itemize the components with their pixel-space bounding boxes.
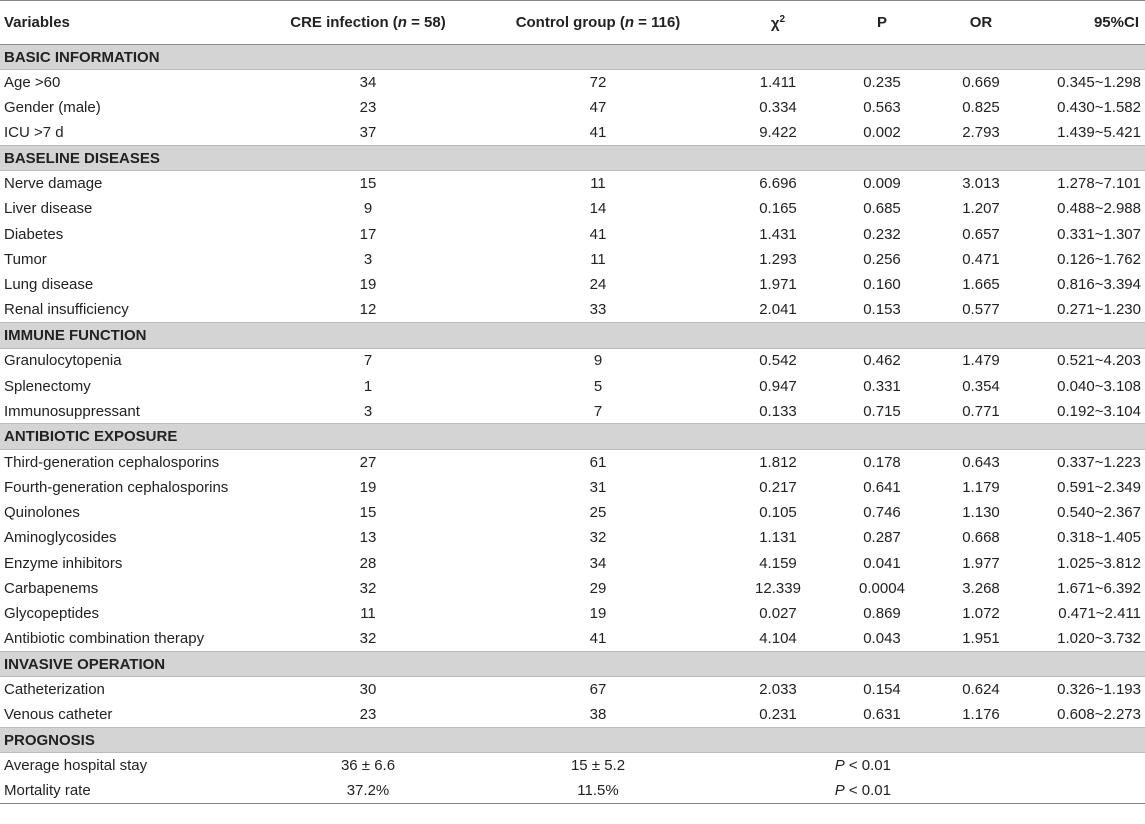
variable-cell: Nerve damage bbox=[4, 175, 103, 193]
table-row bbox=[0, 171, 1145, 196]
cre-cell: 17 bbox=[359, 225, 377, 243]
table-row bbox=[0, 550, 1145, 575]
variable-cell: Quinolones bbox=[4, 503, 80, 521]
variable-cell: Mortality rate bbox=[0, 778, 263, 803]
section-title: PROGNOSIS bbox=[0, 728, 1145, 753]
control-cell: 7 bbox=[593, 402, 603, 420]
chi-square-cell: 2.041 bbox=[759, 301, 797, 319]
ci-cell: 0.337~1.223 bbox=[1057, 453, 1141, 471]
control-cell: 67 bbox=[589, 681, 607, 699]
control-cell: 38 bbox=[589, 706, 607, 724]
ci-cell: 0.521~4.203 bbox=[1057, 352, 1141, 370]
chi-square-cell: 2.033 bbox=[759, 681, 797, 699]
variable-cell: Third-generation cephalosporins bbox=[4, 453, 220, 471]
table-row bbox=[0, 449, 1145, 474]
section-title: ANTIBIOTIC EXPOSURE bbox=[0, 424, 1145, 449]
variable-cell: Immunosuppressant bbox=[4, 402, 140, 420]
ci-cell: 0.192~3.104 bbox=[1057, 402, 1141, 420]
or-cell bbox=[931, 753, 1031, 778]
table-row bbox=[0, 399, 1145, 424]
cre-cell: 32 bbox=[359, 630, 377, 648]
p-cell: 0.235 bbox=[863, 74, 901, 92]
variable-cell: Tumor bbox=[4, 251, 47, 269]
variable-cell: Glycopeptides bbox=[4, 605, 100, 623]
p-cell: 0.154 bbox=[863, 681, 901, 699]
variable-cell: Venous catheter bbox=[4, 706, 113, 724]
cre-cell: 34 bbox=[359, 74, 377, 92]
chi-square-cell: 1.293 bbox=[759, 251, 797, 269]
p-cell: 0.869 bbox=[863, 605, 901, 623]
control-cell: 32 bbox=[589, 529, 607, 547]
table-row bbox=[0, 70, 1145, 95]
cre-cell: 11 bbox=[360, 605, 376, 623]
cre-cell: 37 bbox=[359, 124, 377, 142]
or-cell: 1.176 bbox=[962, 706, 1000, 724]
chi-square-cell: 0.542 bbox=[759, 352, 797, 370]
or-cell: 1.130 bbox=[962, 503, 1000, 521]
p-cell: 0.715 bbox=[863, 402, 901, 420]
p-cell: 0.178 bbox=[863, 453, 901, 471]
chi-square-cell: 0.334 bbox=[759, 99, 797, 117]
or-cell: 3.268 bbox=[962, 579, 1000, 597]
ci-cell: 0.331~1.307 bbox=[1057, 225, 1141, 243]
header-cre: CRE infection (n = 58) bbox=[263, 1, 473, 45]
cre-cell: 3 bbox=[363, 402, 373, 420]
p-cell: 0.002 bbox=[863, 124, 901, 142]
header-chi-square: $\chi^2$ bbox=[723, 1, 833, 45]
variable-cell: Carbapenems bbox=[4, 579, 99, 597]
p-value-cell: P < 0.01 bbox=[723, 778, 931, 803]
variable-cell: Average hospital stay bbox=[4, 757, 148, 775]
or-cell: 1.179 bbox=[962, 478, 1000, 496]
p-cell: 0.563 bbox=[863, 99, 901, 117]
table-row bbox=[0, 778, 1145, 803]
ci-cell: 0.816~3.394 bbox=[1057, 276, 1141, 294]
cre-cell: 36 ± 6.6 bbox=[340, 757, 396, 775]
table-row bbox=[0, 677, 1145, 702]
chi-square-cell: 6.696 bbox=[759, 175, 797, 193]
or-cell: 2.793 bbox=[962, 124, 1000, 142]
chi-square-cell: 0.165 bbox=[759, 200, 797, 218]
ci-cell: 0.345~1.298 bbox=[1057, 74, 1141, 92]
section-header bbox=[0, 146, 1145, 171]
table-body bbox=[0, 45, 1145, 804]
table-row bbox=[0, 525, 1145, 550]
ci-cell: 1.020~3.732 bbox=[1057, 630, 1141, 648]
table-row bbox=[0, 348, 1145, 373]
ci-cell bbox=[1031, 753, 1145, 778]
table-row bbox=[0, 120, 1145, 145]
chi-square-cell: 12.339 bbox=[755, 579, 801, 597]
ci-cell: 0.608~2.273 bbox=[1057, 706, 1141, 724]
variable-cell: Lung disease bbox=[4, 276, 94, 294]
variable-cell: Granulocytopenia bbox=[4, 352, 122, 370]
control-cell: 41 bbox=[589, 124, 607, 142]
section-header bbox=[0, 323, 1145, 348]
section-title: BASIC INFORMATION bbox=[0, 45, 1145, 70]
cre-cell: 15 bbox=[359, 175, 377, 193]
p-cell: 0.462 bbox=[863, 352, 901, 370]
variable-cell: Gender (male) bbox=[4, 99, 101, 117]
or-cell: 0.657 bbox=[962, 225, 1000, 243]
ci-cell: 1.278~7.101 bbox=[1057, 175, 1141, 193]
table-row bbox=[0, 222, 1145, 247]
cre-cell: 19 bbox=[359, 276, 377, 294]
p-cell: 0.287 bbox=[863, 529, 901, 547]
cre-cell: 30 bbox=[359, 681, 377, 699]
section-header bbox=[0, 652, 1145, 677]
p-cell: 0.160 bbox=[863, 276, 901, 294]
or-cell: 1.479 bbox=[962, 352, 1000, 370]
chi-square-cell: 9.422 bbox=[759, 124, 797, 142]
ci-cell: 0.271~1.230 bbox=[1057, 301, 1141, 319]
table-row bbox=[0, 702, 1145, 727]
cre-cell: 7 bbox=[363, 352, 373, 370]
control-cell: 11.5% bbox=[473, 778, 723, 803]
table-row bbox=[0, 373, 1145, 398]
header-p: P bbox=[833, 1, 931, 45]
or-cell: 1.665 bbox=[962, 276, 1000, 294]
control-cell: 47 bbox=[589, 99, 607, 117]
chi-square-cell: 4.104 bbox=[759, 630, 797, 648]
cre-cell: 3 bbox=[363, 251, 373, 269]
p-cell: 0.153 bbox=[863, 301, 901, 319]
or-cell: 0.624 bbox=[962, 681, 1000, 699]
control-cell: 33 bbox=[589, 301, 607, 319]
ci-cell bbox=[1031, 778, 1145, 803]
chi-square-cell: 1.812 bbox=[759, 453, 797, 471]
p-value-cell: P < 0.01 bbox=[834, 757, 891, 775]
chi-square-cell: 0.947 bbox=[759, 377, 797, 395]
control-cell: 9 bbox=[593, 352, 603, 370]
control-cell: 5 bbox=[593, 377, 603, 395]
p-cell: 0.631 bbox=[863, 706, 901, 724]
control-cell: 19 bbox=[589, 605, 607, 623]
chi-square-cell: 0.231 bbox=[759, 706, 797, 724]
table-row bbox=[0, 500, 1145, 525]
p-cell: 0.641 bbox=[863, 478, 901, 496]
table-row bbox=[0, 601, 1145, 626]
chi-square-cell: 1.411 bbox=[759, 74, 797, 92]
ci-cell: 0.471~2.411 bbox=[1058, 605, 1141, 623]
cre-cell: 9 bbox=[363, 200, 373, 218]
variable-cell: Fourth-generation cephalosporins bbox=[4, 478, 229, 496]
control-cell: 72 bbox=[589, 74, 607, 92]
variable-cell: Liver disease bbox=[4, 200, 93, 218]
control-cell: 15 ± 5.2 bbox=[570, 757, 626, 775]
or-cell: 0.771 bbox=[962, 402, 1000, 420]
header-variables: Variables bbox=[0, 1, 263, 45]
or-cell bbox=[931, 778, 1031, 803]
table-row bbox=[0, 475, 1145, 500]
variable-cell: Aminoglycosides bbox=[4, 529, 117, 547]
control-cell: 25 bbox=[589, 503, 607, 521]
chi-square-cell: 1.431 bbox=[759, 225, 797, 243]
control-cell: 41 bbox=[589, 225, 607, 243]
header-or: OR bbox=[931, 1, 1031, 45]
table-row bbox=[0, 626, 1145, 651]
p-cell: 0.256 bbox=[863, 251, 901, 269]
control-cell: 41 bbox=[589, 630, 607, 648]
or-cell: 1.072 bbox=[962, 605, 1000, 623]
table-row bbox=[0, 272, 1145, 297]
p-cell: 0.746 bbox=[863, 503, 901, 521]
cre-cell: 15 bbox=[359, 503, 377, 521]
or-cell: 1.977 bbox=[962, 554, 1000, 572]
control-cell: 11 bbox=[590, 251, 606, 269]
variable-cell: Age >60 bbox=[4, 74, 61, 92]
ci-cell: 0.430~1.582 bbox=[1057, 99, 1141, 117]
chi-square-cell: 1.131 bbox=[759, 529, 797, 547]
cre-cell: 28 bbox=[359, 554, 377, 572]
control-cell: 24 bbox=[589, 276, 607, 294]
chi-square-cell: 0.027 bbox=[759, 605, 797, 623]
variable-cell: Diabetes bbox=[4, 225, 64, 243]
or-cell: 1.951 bbox=[962, 630, 1000, 648]
section-title: INVASIVE OPERATION bbox=[0, 652, 1145, 677]
ci-cell: 0.318~1.405 bbox=[1057, 529, 1141, 547]
table-row bbox=[0, 297, 1145, 322]
p-cell: 0.0004 bbox=[859, 579, 905, 597]
ci-cell: 0.326~1.193 bbox=[1057, 681, 1141, 699]
section-title: IMMUNE FUNCTION bbox=[0, 323, 1145, 348]
variable-cell: Catheterization bbox=[4, 681, 105, 699]
section-header bbox=[0, 45, 1145, 70]
cre-cell: 32 bbox=[359, 579, 377, 597]
or-cell: 0.577 bbox=[962, 301, 1000, 319]
chi-square-cell: 0.105 bbox=[759, 503, 797, 521]
section-title: BASELINE DISEASES bbox=[0, 146, 1145, 171]
chi-square-cell: 1.971 bbox=[759, 276, 797, 294]
p-cell: 0.009 bbox=[863, 175, 901, 193]
cre-cell: 13 bbox=[359, 529, 377, 547]
cre-cell: 37.2% bbox=[263, 778, 473, 803]
variable-cell: Splenectomy bbox=[4, 377, 91, 395]
control-cell: 11 bbox=[590, 175, 606, 193]
section-header bbox=[0, 728, 1145, 753]
ci-cell: 0.540~2.367 bbox=[1057, 503, 1141, 521]
or-cell: 0.643 bbox=[962, 453, 1000, 471]
cre-cell: 23 bbox=[359, 706, 377, 724]
p-cell: 0.041 bbox=[863, 554, 901, 572]
cre-cell: 27 bbox=[359, 453, 377, 471]
table-row bbox=[0, 247, 1145, 272]
table-row bbox=[0, 95, 1145, 120]
or-cell: 1.207 bbox=[962, 200, 1000, 218]
or-cell: 0.668 bbox=[962, 529, 1000, 547]
chi-square-cell: 0.217 bbox=[759, 478, 797, 496]
or-cell: 0.354 bbox=[962, 377, 1000, 395]
table-row bbox=[0, 196, 1145, 221]
ci-cell: 0.591~2.349 bbox=[1057, 478, 1141, 496]
variable-cell: Antibiotic combination therapy bbox=[4, 630, 205, 648]
ci-cell: 1.671~6.392 bbox=[1057, 579, 1141, 597]
table-row bbox=[0, 753, 1145, 778]
control-cell: 34 bbox=[589, 554, 607, 572]
header-row bbox=[0, 1, 1145, 45]
p-cell: 0.232 bbox=[863, 225, 901, 243]
variable-cell: Renal insufficiency bbox=[4, 301, 129, 319]
header-ci: 95%CI bbox=[1031, 1, 1145, 45]
ci-cell: 0.488~2.988 bbox=[1057, 200, 1141, 218]
ci-cell: 1.025~3.812 bbox=[1057, 554, 1141, 572]
section-header bbox=[0, 424, 1145, 449]
ci-cell: 0.040~3.108 bbox=[1057, 377, 1141, 395]
p-cell: 0.685 bbox=[863, 200, 901, 218]
control-cell: 61 bbox=[589, 453, 607, 471]
cre-cell: 23 bbox=[359, 99, 377, 117]
p-cell: 0.331 bbox=[863, 377, 901, 395]
cre-cell: 1 bbox=[363, 377, 373, 395]
or-cell: 0.669 bbox=[962, 74, 1000, 92]
or-cell: 0.471 bbox=[962, 251, 1000, 269]
or-cell: 3.013 bbox=[962, 175, 1000, 193]
table-row bbox=[0, 576, 1145, 601]
chi-square-cell: 0.133 bbox=[759, 402, 797, 420]
or-cell: 0.825 bbox=[962, 99, 1000, 117]
header-control: Control group (n = 116) bbox=[473, 1, 723, 45]
variable-cell: ICU >7 d bbox=[4, 124, 64, 142]
ci-cell: 0.126~1.762 bbox=[1057, 251, 1141, 269]
cre-cell: 12 bbox=[359, 301, 377, 319]
cre-cell: 19 bbox=[359, 478, 377, 496]
ci-cell: 1.439~5.421 bbox=[1057, 124, 1141, 142]
control-cell: 29 bbox=[589, 579, 607, 597]
p-cell: 0.043 bbox=[863, 630, 901, 648]
variable-cell: Enzyme inhibitors bbox=[4, 554, 123, 572]
control-cell: 31 bbox=[589, 478, 607, 496]
chi-square-cell: 4.159 bbox=[759, 554, 797, 572]
control-cell: 14 bbox=[589, 200, 607, 218]
